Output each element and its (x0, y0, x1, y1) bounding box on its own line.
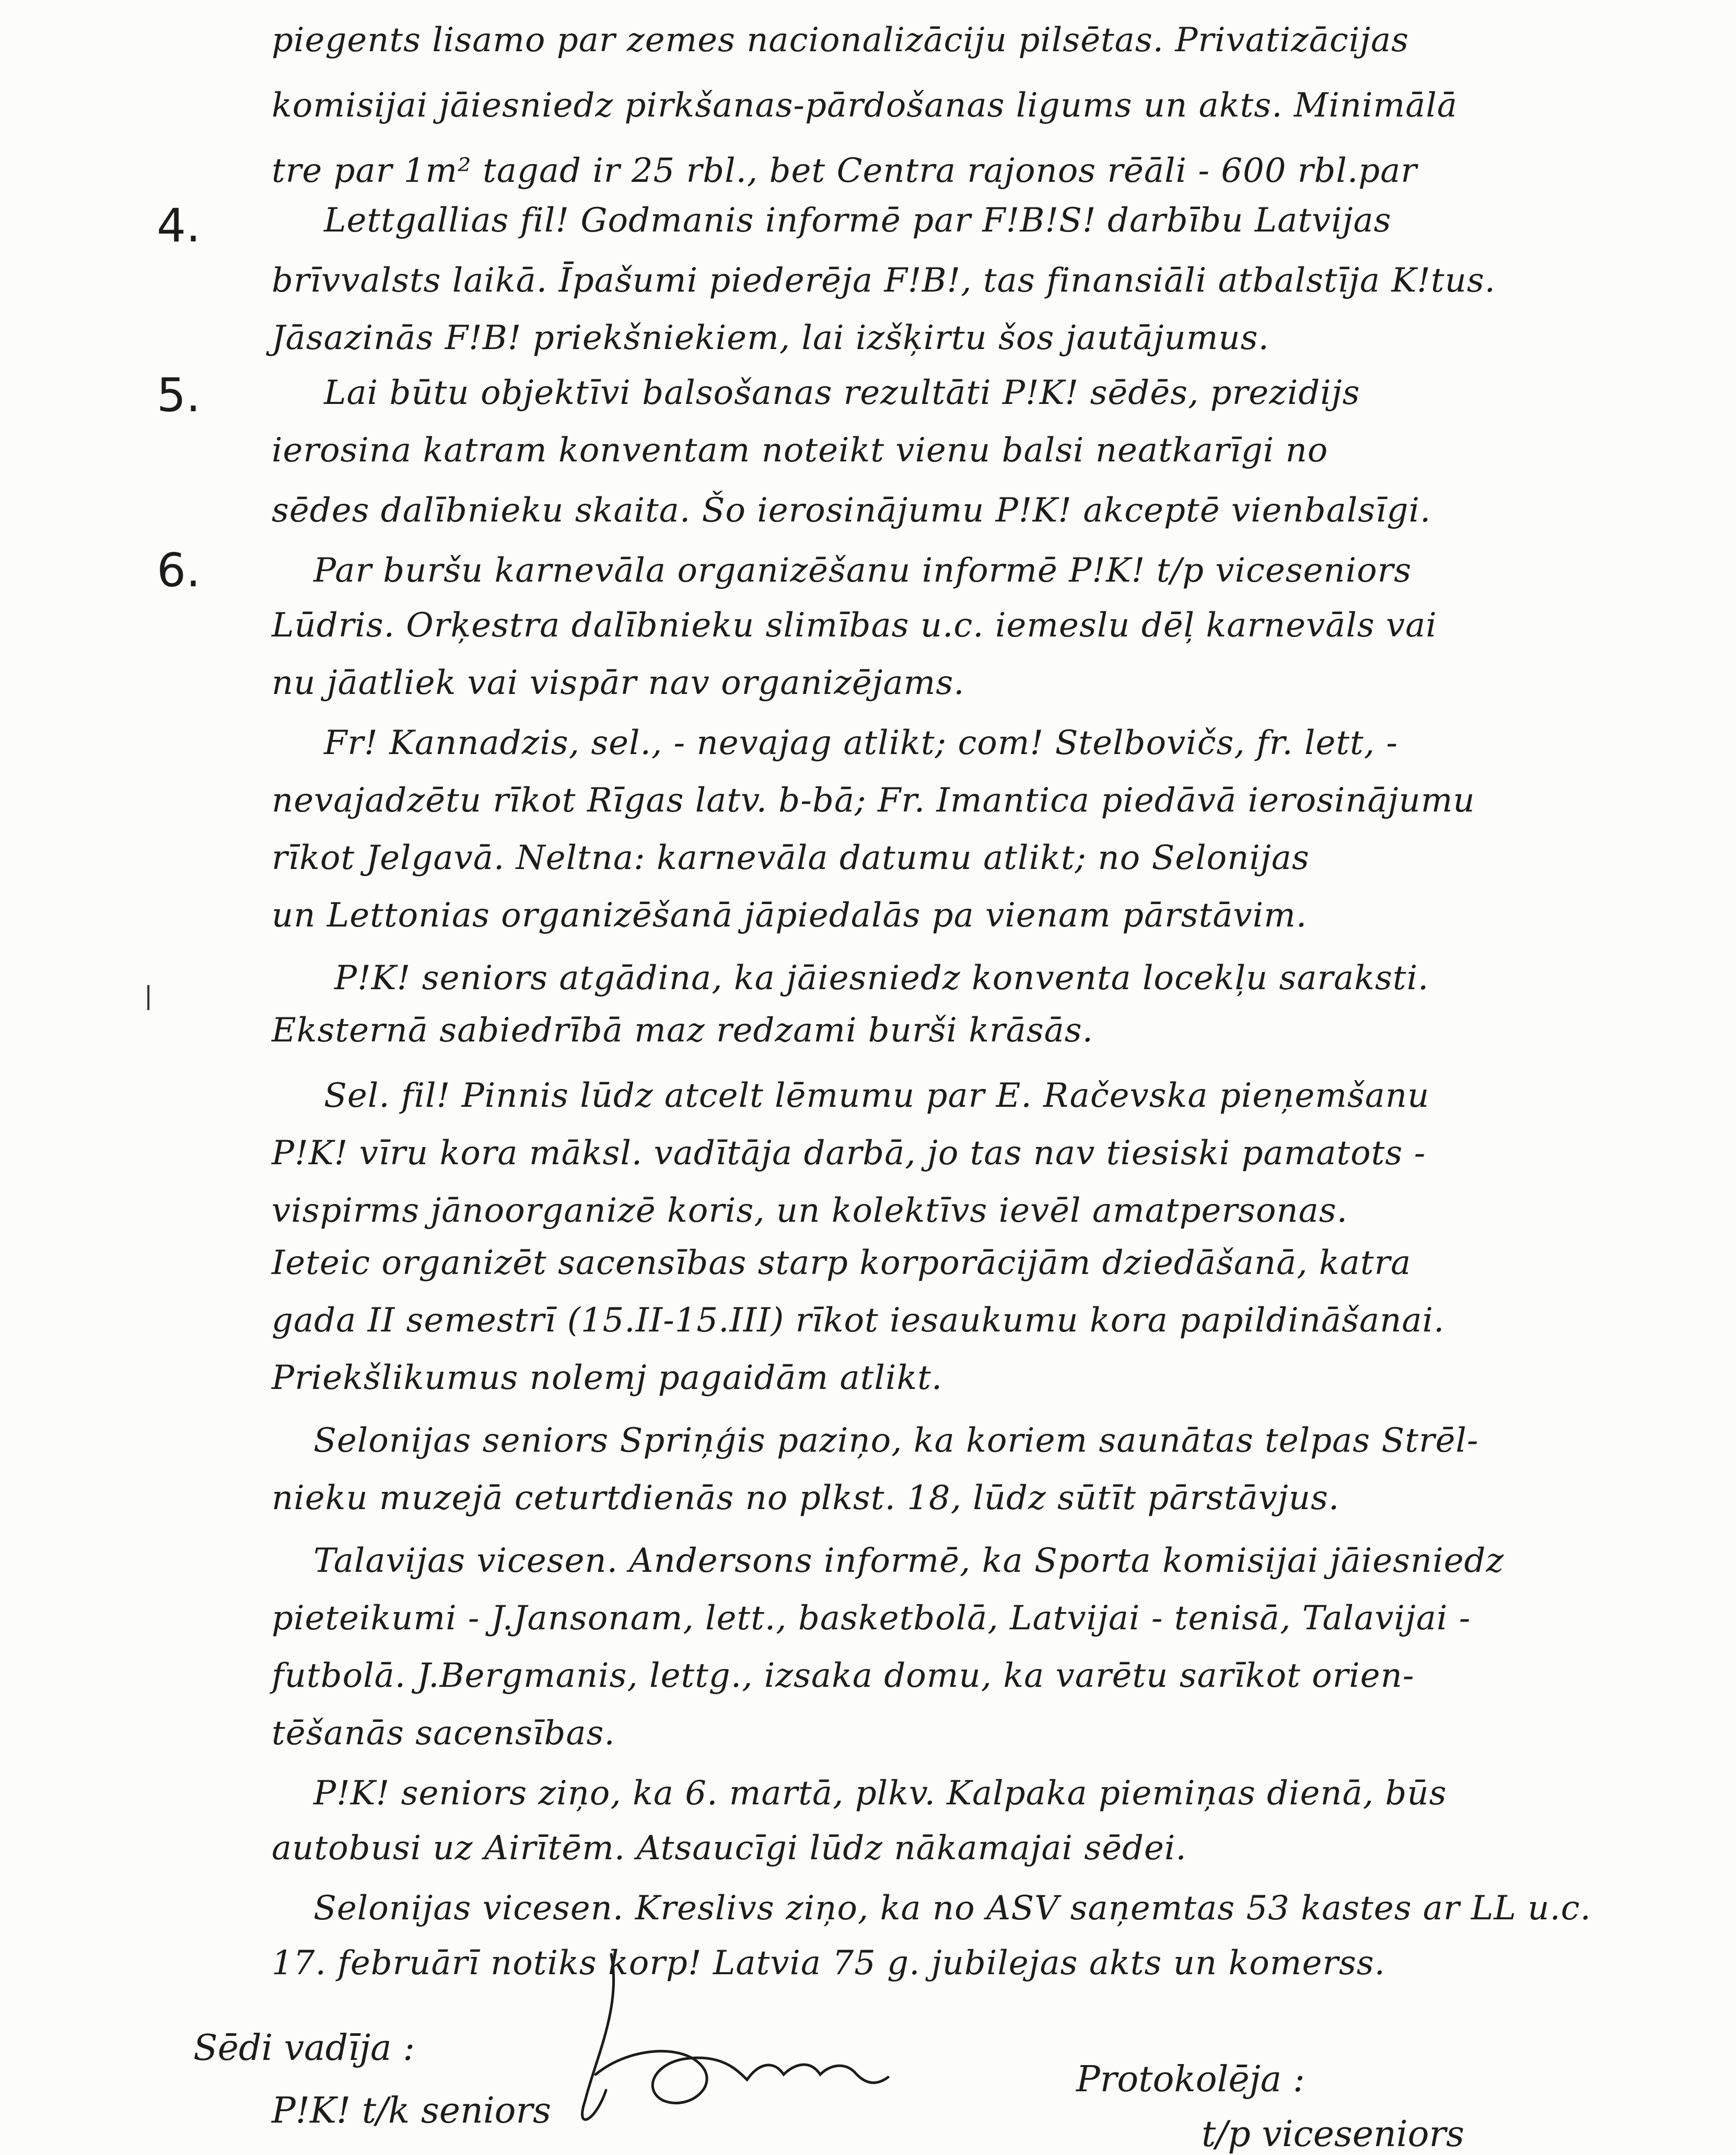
chair-title: P!K! t/k seniors (272, 2090, 551, 2131)
text-line: Fr! Kannadzis, sel., - nevajag atlikt; com! Stelbovičs, fr. lett, - (324, 724, 1398, 762)
text-line: Par buršu karnevāla organizēšanu informē P!K! t/p viceseniors (313, 551, 1412, 590)
text-line: nieku muzejā ceturtdienās no plkst. 18, lūdz sūtīt pārstāvjus. (272, 1479, 1340, 1517)
text-line: tre par 1m² tagad ir 25 rbl., bet Centra rajonos rēāli - 600 rbl.par (272, 152, 1417, 190)
text-line: Jāsazinās F!B! priekšniekiem, lai izšķirtu šos jautājumus. (272, 319, 1269, 357)
secretary-label: Protokolēja : (1076, 2059, 1305, 2100)
text-line: Priekšlikumus nolemj pagaidām atlikt. (272, 1359, 943, 1397)
text-line: Talavijas vicesen. Andersons informē, ka Sporta komisijai jāiesniedz (313, 1542, 1505, 1580)
text-line: pieteikumi - J.Jansonam, lett., basketbolā, Latvijai - tenisā, Talavijai - (272, 1599, 1471, 1638)
text-line: Selonijas vicesen. Kreslivs ziņo, ka no ASV saņemtas 53 kastes ar LL u.c. (313, 1889, 1591, 1928)
margin-mark (147, 985, 149, 1010)
text-line: Eksternā sabiedrībā maz redzami burši krāsās. (272, 1011, 1093, 1050)
item-number: 4. (157, 199, 201, 252)
text-line: P!K! seniors ziņo, ka 6. martā, plkv. Kalpaka piemiņas dienā, būs (313, 1774, 1447, 1813)
text-line: ierosina katram konventam noteikt vienu balsi neatkarīgi no (272, 431, 1329, 470)
text-line: P!K! vīru kora māksl. vadītāja darbā, jo tas nav tiesiski pamatots - (272, 1134, 1426, 1173)
text-line: Sel. fil! Pinnis lūdz atcelt lēmumu par E. Račevska pieņemšanu (324, 1076, 1430, 1115)
text-line: futbolā. J.Bergmanis, lettg., izsaka domu, ka varētu sarīkot orien- (272, 1656, 1415, 1695)
text-line: 17. februārī notiks korp! Latvia 75 g. jubilejas akts un komerss. (272, 1944, 1385, 1983)
text-line: Lettgallias fil! Godmanis informē par F!B!S! darbību Latvijas (324, 201, 1392, 240)
text-line: autobusi uz Airītēm. Atsaucīgi lūdz nākamajai sēdei. (272, 1829, 1187, 1868)
text-line: nevajadzētu rīkot Rīgas latv. b-bā; Fr. Imantica piedāvā ierosinājumu (272, 781, 1475, 820)
text-line: piegents lisamo par zemes nacionalizāciju pilsētas. Privatizācijas (272, 21, 1409, 60)
text-line: un Lettonias organizēšanā jāpiedalās pa vienam pārstāvim. (272, 896, 1308, 935)
text-line: Lūdris. Orķestra dalībnieku slimības u.c. iemeslu dēļ karnevāls vai (272, 606, 1437, 645)
chair-label: Sēdi vadīja : (193, 2027, 415, 2069)
text-line: Ieteic organizēt sacensības starp korporācijām dziedāšanā, katra (272, 1244, 1412, 1282)
handwritten-signature (564, 1944, 899, 2153)
text-line: Lai būtu objektīvi balsošanas rezultāti P!K! sēdēs, prezidijs (324, 374, 1360, 412)
text-line: brīvvalsts laikā. Īpašumi piederēja F!B!, tas finansiāli atbalstīja K!tus. (272, 261, 1496, 300)
item-number: 5. (157, 368, 201, 422)
text-line: tēšanās sacensības. (272, 1714, 615, 1753)
secretary-title: t/p viceseniors (1202, 2114, 1464, 2155)
item-number: 6. (157, 543, 201, 597)
text-line: vispirms jānoorganizē koris, un kolektīvs ievēl amatpersonas. (272, 1191, 1348, 1230)
text-line: komisijai jāiesniedz pirkšanas-pārdošanas ligums un akts. Minimālā (272, 86, 1458, 125)
text-line: sēdes dalībnieku skaita. Šo ierosinājumu P!K! akceptē vienbalsīgi. (272, 491, 1431, 530)
text-line: Selonijas seniors Spriņģis paziņo, ka koriem saunātas telpas Strēl- (313, 1421, 1479, 1460)
text-line: nu jāatliek vai vispār nav organizējams. (272, 664, 965, 702)
text-line: gada II semestrī (15.II-15.III) rīkot iesaukumu kora papildināšanai. (272, 1301, 1445, 1340)
text-line: P!K! seniors atgādina, ka jāiesniedz konventa locekļu saraksti. (334, 959, 1429, 998)
text-line: rīkot Jelgavā. Neltna: karnevāla datumu atlikt; no Selonijas (272, 839, 1310, 877)
